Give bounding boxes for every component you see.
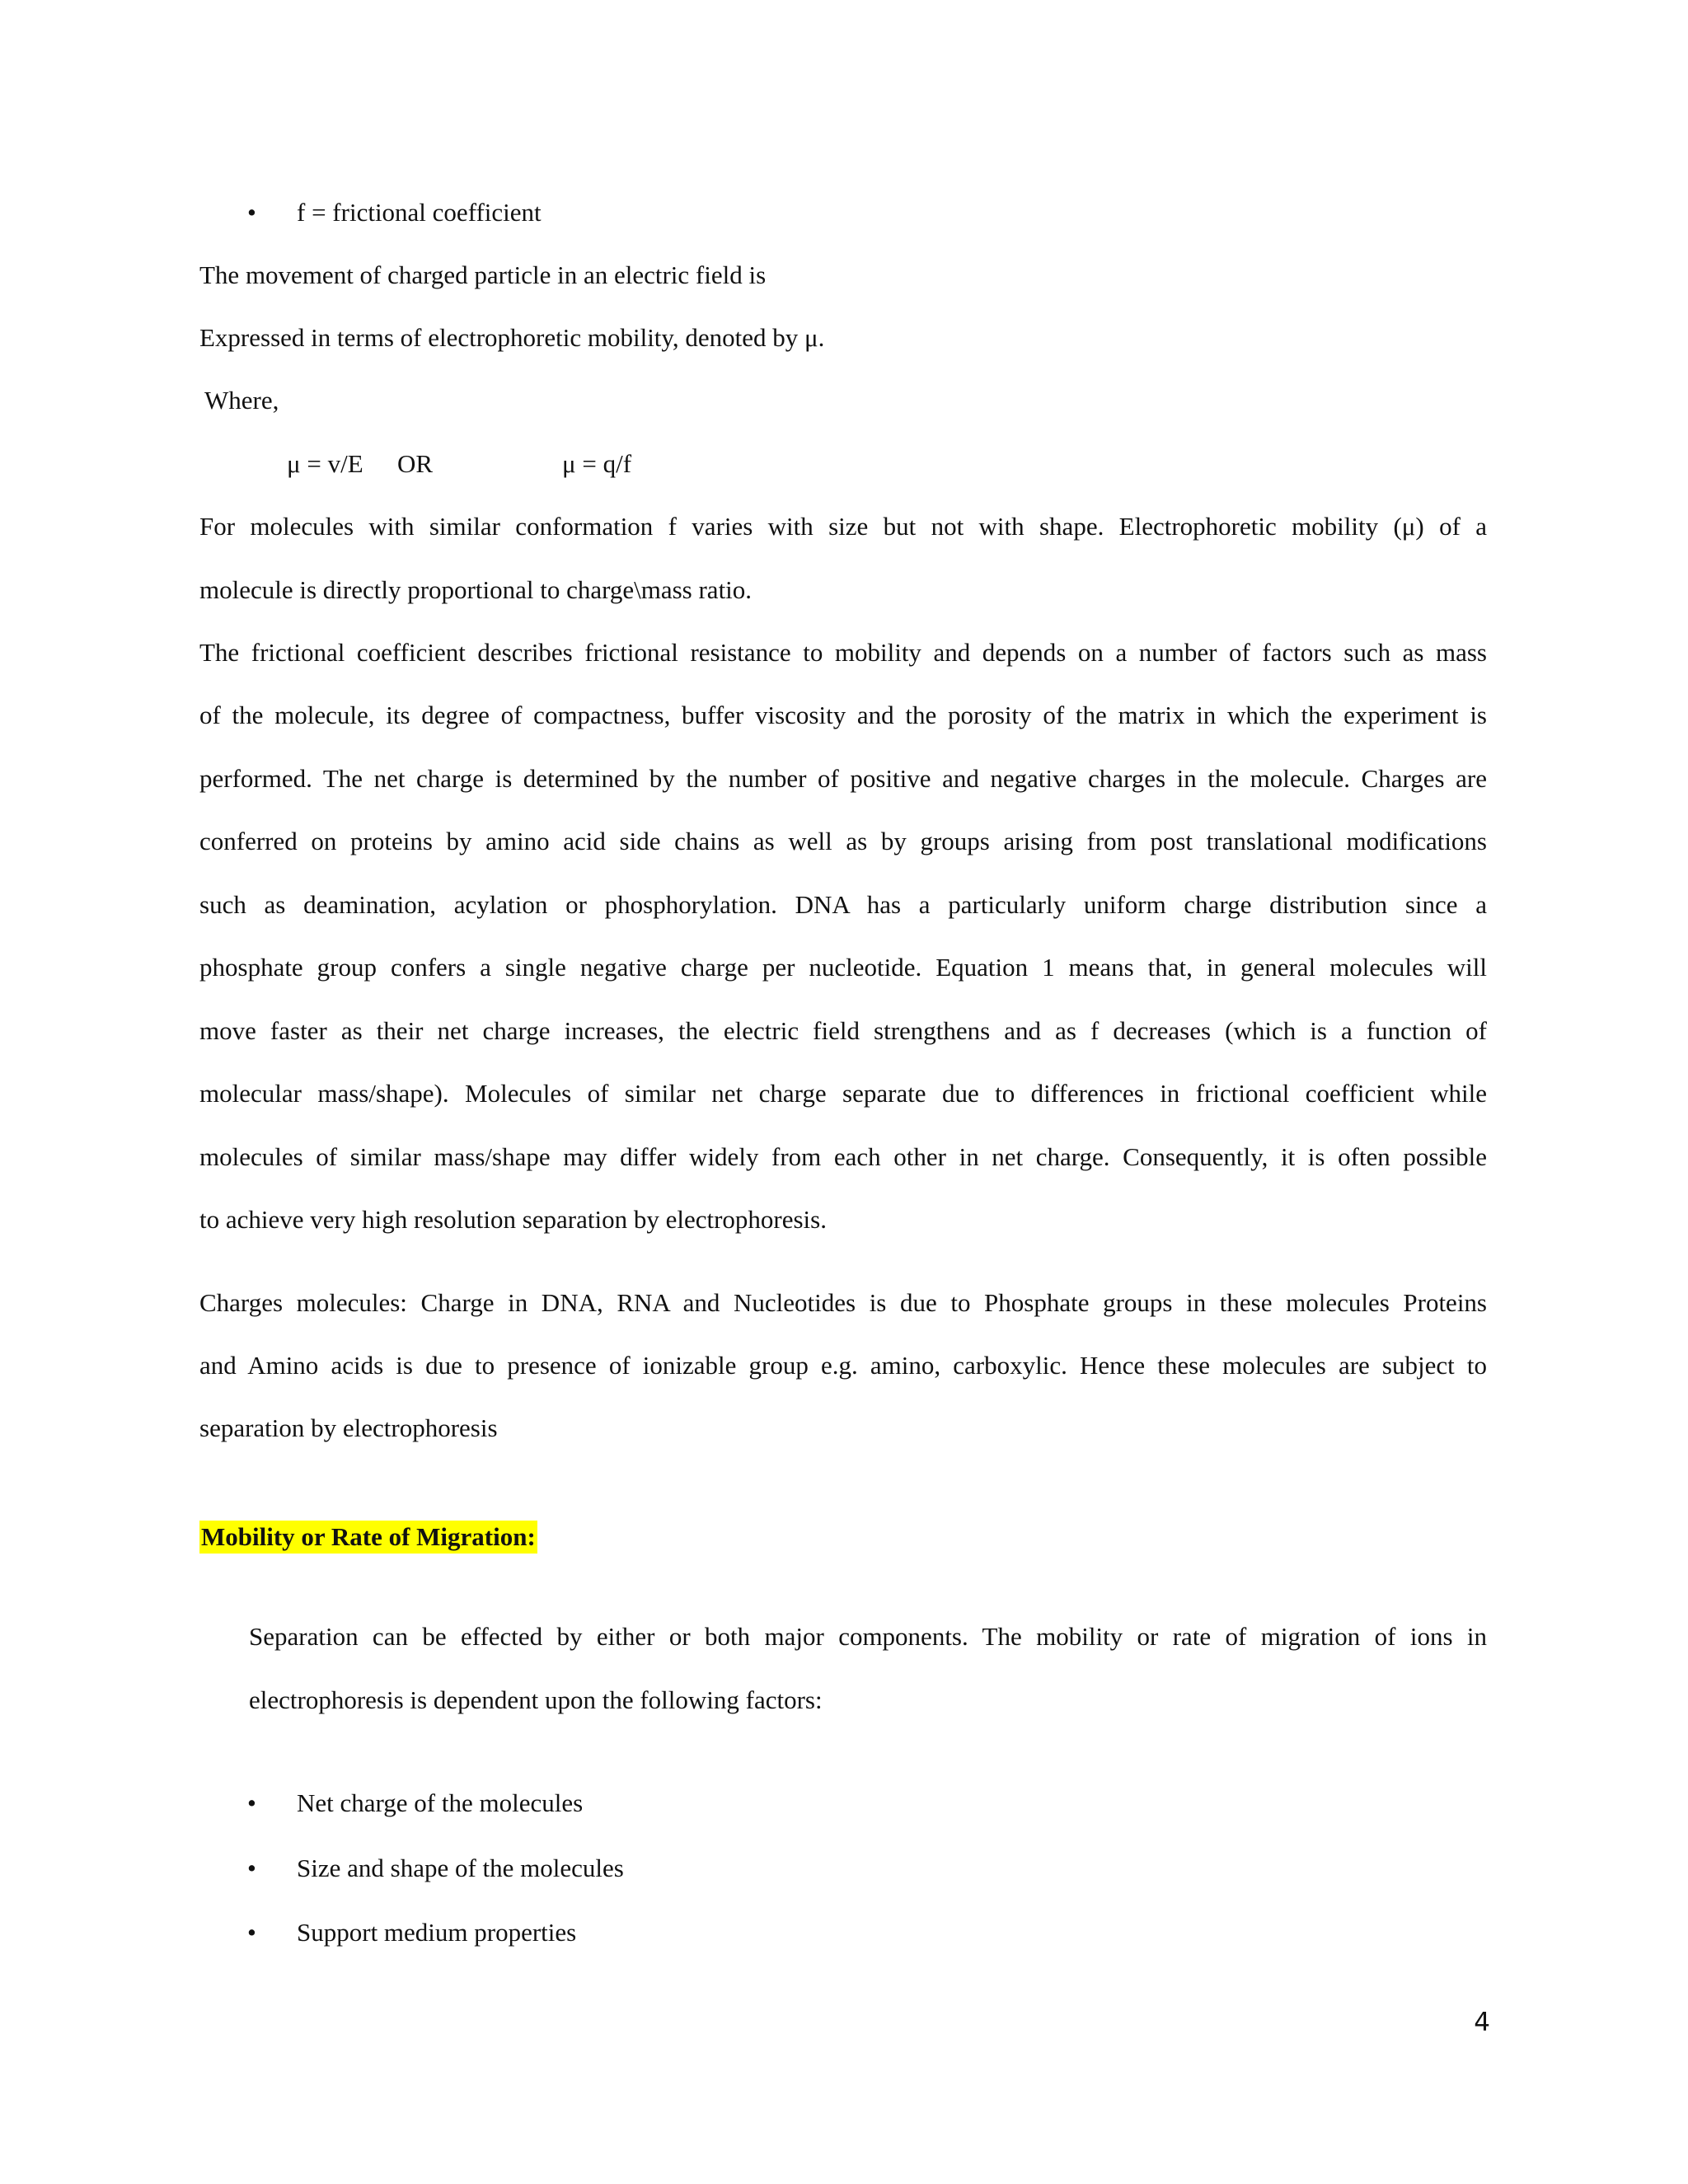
bullet-text: Support medium properties — [297, 1918, 577, 1947]
paragraph-line: separation by electrophoresis — [199, 1413, 498, 1442]
paragraph-line: conferred on proteins by amino acid side chains as well as by groups arising from post translational modifications — [199, 827, 1487, 855]
bullet-mark: • — [247, 198, 256, 227]
paragraph-line: Expressed in terms of electrophoretic mobility, denoted by μ. — [199, 323, 825, 352]
paragraph-line: molecules of similar mass/shape may differ widely from each other in net charge. Consequently, it is often possible — [199, 1142, 1487, 1171]
bullet-mark: • — [247, 1788, 256, 1817]
bullet-text: f = frictional coefficient — [297, 198, 542, 227]
bullet-mark: • — [247, 1854, 256, 1882]
equation-left: μ = v/E — [287, 449, 363, 478]
paragraph-line: Charges molecules: Charge in DNA, RNA and Nucleotides is due to Phosphate groups in these molecules Proteins — [199, 1288, 1487, 1317]
paragraph-line: phosphate group confers a single negative charge per nucleotide. Equation 1 means that, in general molecules will — [199, 953, 1487, 982]
bullet-text: Size and shape of the molecules — [297, 1854, 624, 1882]
paragraph-line: For molecules with similar conformation f varies with size but not with shape. Electrophoretic mobility (μ) of a — [199, 512, 1487, 541]
paragraph-line: of the molecule, its degree of compactness, buffer viscosity and the porosity of the matrix in which the experiment is — [199, 701, 1487, 729]
section-heading: Mobility or Rate of Migration: — [199, 1521, 537, 1554]
paragraph-line: performed. The net charge is determined by the number of positive and negative charges in the molecule. Charges are — [199, 764, 1487, 793]
bullet-text: Net charge of the molecules — [297, 1788, 584, 1817]
equation-or: OR — [397, 449, 434, 478]
paragraph-line: The movement of charged particle in an electric field is — [199, 260, 767, 289]
paragraph-line: Separation can be effected by either or both major components. The mobility or rate of migration of ions in — [249, 1622, 1487, 1651]
paragraph-line: electrophoresis is dependent upon the following factors: — [249, 1685, 823, 1714]
bullet-mark: • — [247, 1918, 256, 1947]
paragraph-line: to achieve very high resolution separation by electrophoresis. — [199, 1205, 827, 1234]
paragraph-line: such as deamination, acylation or phosphorylation. DNA has a particularly uniform charge distribution since a — [199, 890, 1487, 919]
page-number: 4 — [1474, 2008, 1490, 2037]
equation-right: μ = q/f — [562, 449, 632, 478]
paragraph-line: The frictional coefficient describes frictional resistance to mobility and depends on a number of factors such as mass — [199, 638, 1487, 667]
paragraph-line: and Amino acids is due to presence of ionizable group e.g. amino, carboxylic. Hence these molecules are subject to — [199, 1351, 1487, 1380]
paragraph-line: molecule is directly proportional to charge\mass ratio. — [199, 575, 753, 604]
paragraph-line: move faster as their net charge increases, the electric field strengthens and as f decreases (which is a function of — [199, 1016, 1487, 1045]
paragraph-line: Where, — [204, 386, 279, 415]
paragraph-line: molecular mass/shape). Molecules of similar net charge separate due to differences in frictional coefficient while — [199, 1079, 1487, 1108]
